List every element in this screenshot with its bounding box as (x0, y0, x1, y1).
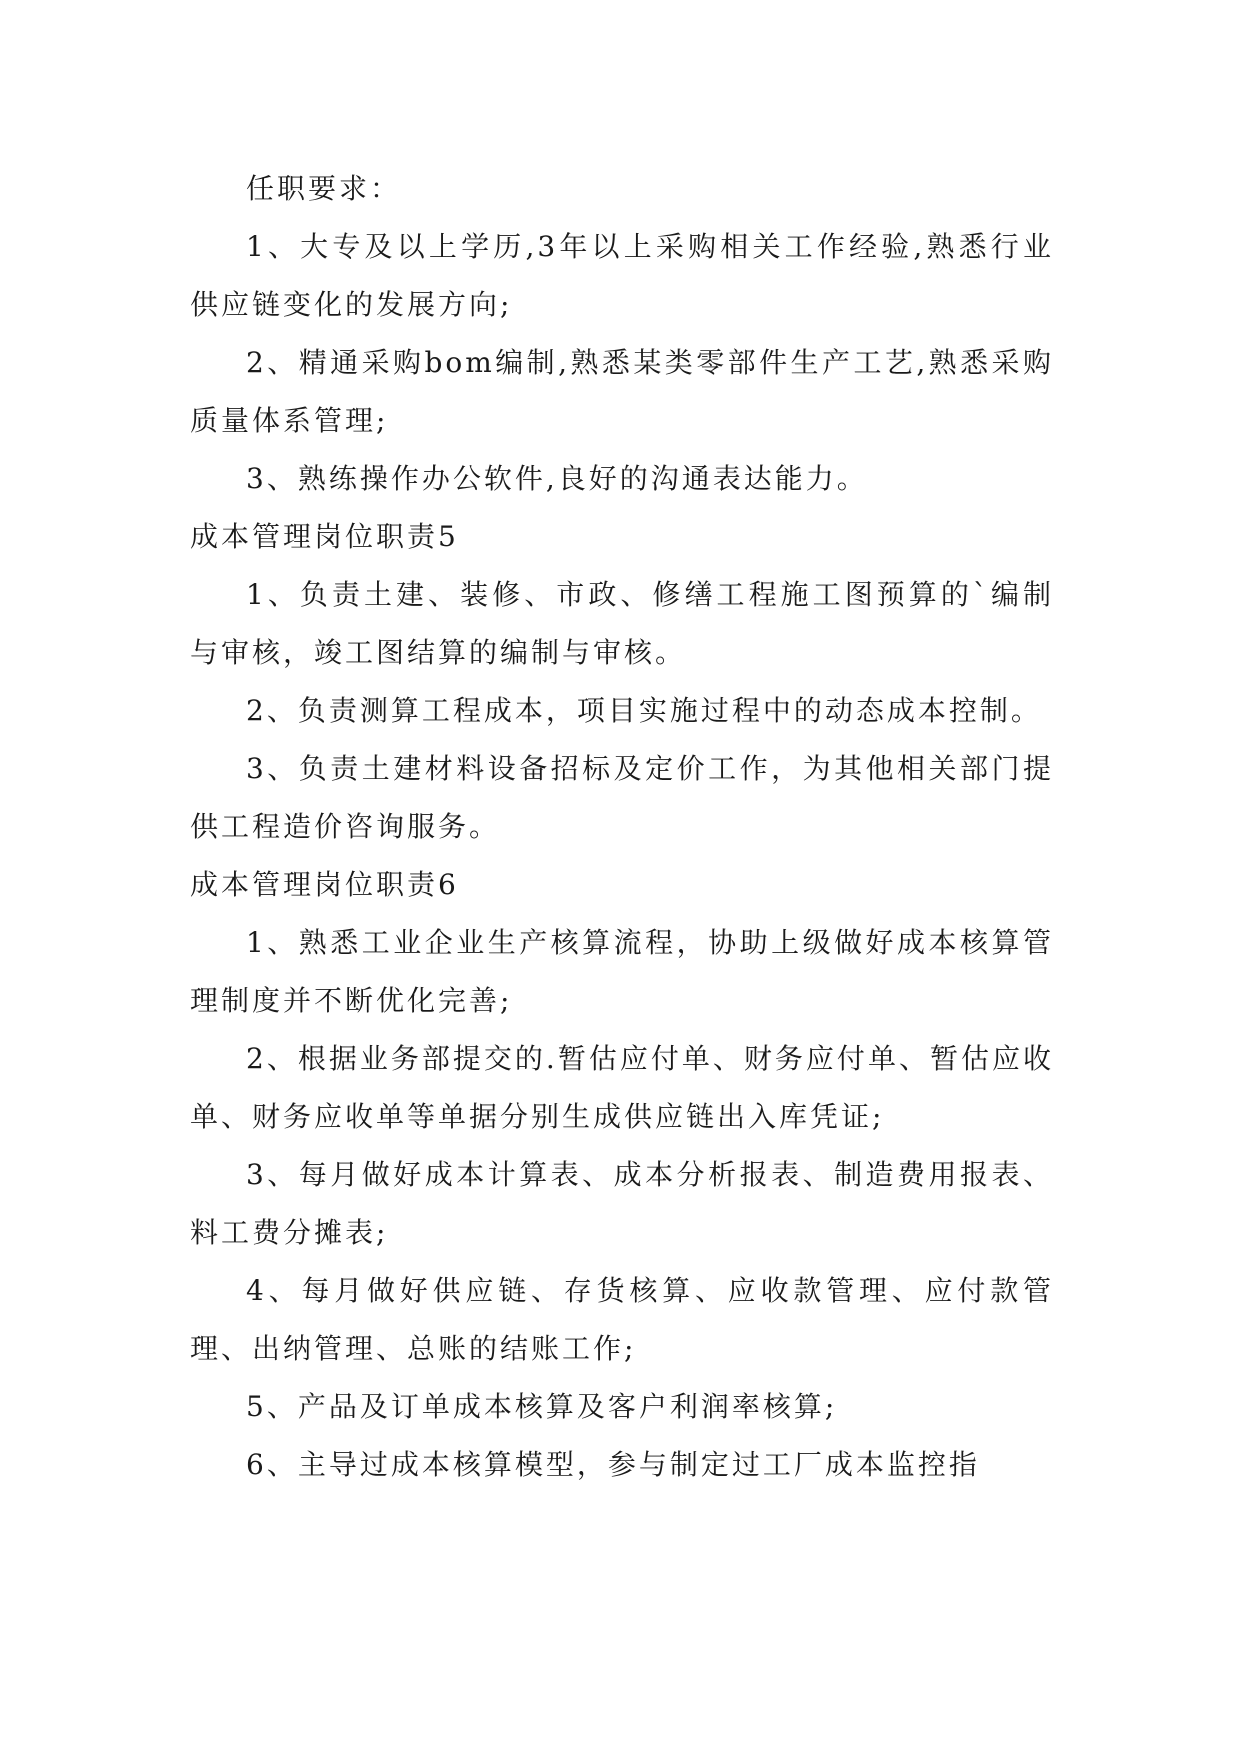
requirement-item-2: 2、精通采购bom编制,熟悉某类零部件生产工艺,熟悉采购质量体系管理; (190, 346, 1054, 437)
duty-6-item-3: 3、每月做好成本计算表、成本分析报表、制造费用报表、料工费分摊表; (190, 1158, 1054, 1249)
duty-6-item-1: 1、熟悉工业企业生产核算流程，协助上级做好成本核算管理制度并不断优化完善; (190, 926, 1054, 1017)
duty-5-item-1: 1、负责土建、装修、市政、修缮工程施工图预算的`编制与审核，竣工图结算的编制与审核。 (190, 578, 1054, 669)
section-heading-5: 成本管理岗位职责5 (190, 520, 459, 553)
document-body (190, 160, 1054, 1494)
duty-5-item-3: 3、负责土建材料设备招标及定价工作，为其他相关部门提供工程造价咨询服务。 (190, 752, 1054, 843)
requirements-label: 任职要求： (246, 172, 402, 205)
duty-6-item-5: 5、产品及订单成本核算及客户利润率核算; (246, 1390, 838, 1423)
requirement-item-3: 3、熟练操作办公软件,良好的沟通表达能力。 (246, 462, 868, 495)
duty-6-item-4: 4、每月做好供应链、存货核算、应收款管理、应付款管理、出纳管理、总账的结账工作; (190, 1274, 1054, 1365)
section-heading-6: 成本管理岗位职责6 (190, 868, 459, 901)
duty-6-item-2: 2、根据业务部提交的.暂估应付单、财务应付单、暂估应收单、财务应收单等单据分别生成供应链出入库凭证; (190, 1042, 1054, 1133)
requirement-item-1: 1、大专及以上学历,3年以上采购相关工作经验,熟悉行业供应链变化的发展方向; (190, 230, 1054, 321)
duty-5-item-2: 2、负责测算工程成本，项目实施过程中的动态成本控制。 (246, 694, 1042, 727)
duty-6-item-6: 6、主导过成本核算模型，参与制定过工厂成本监控指 (246, 1448, 980, 1481)
